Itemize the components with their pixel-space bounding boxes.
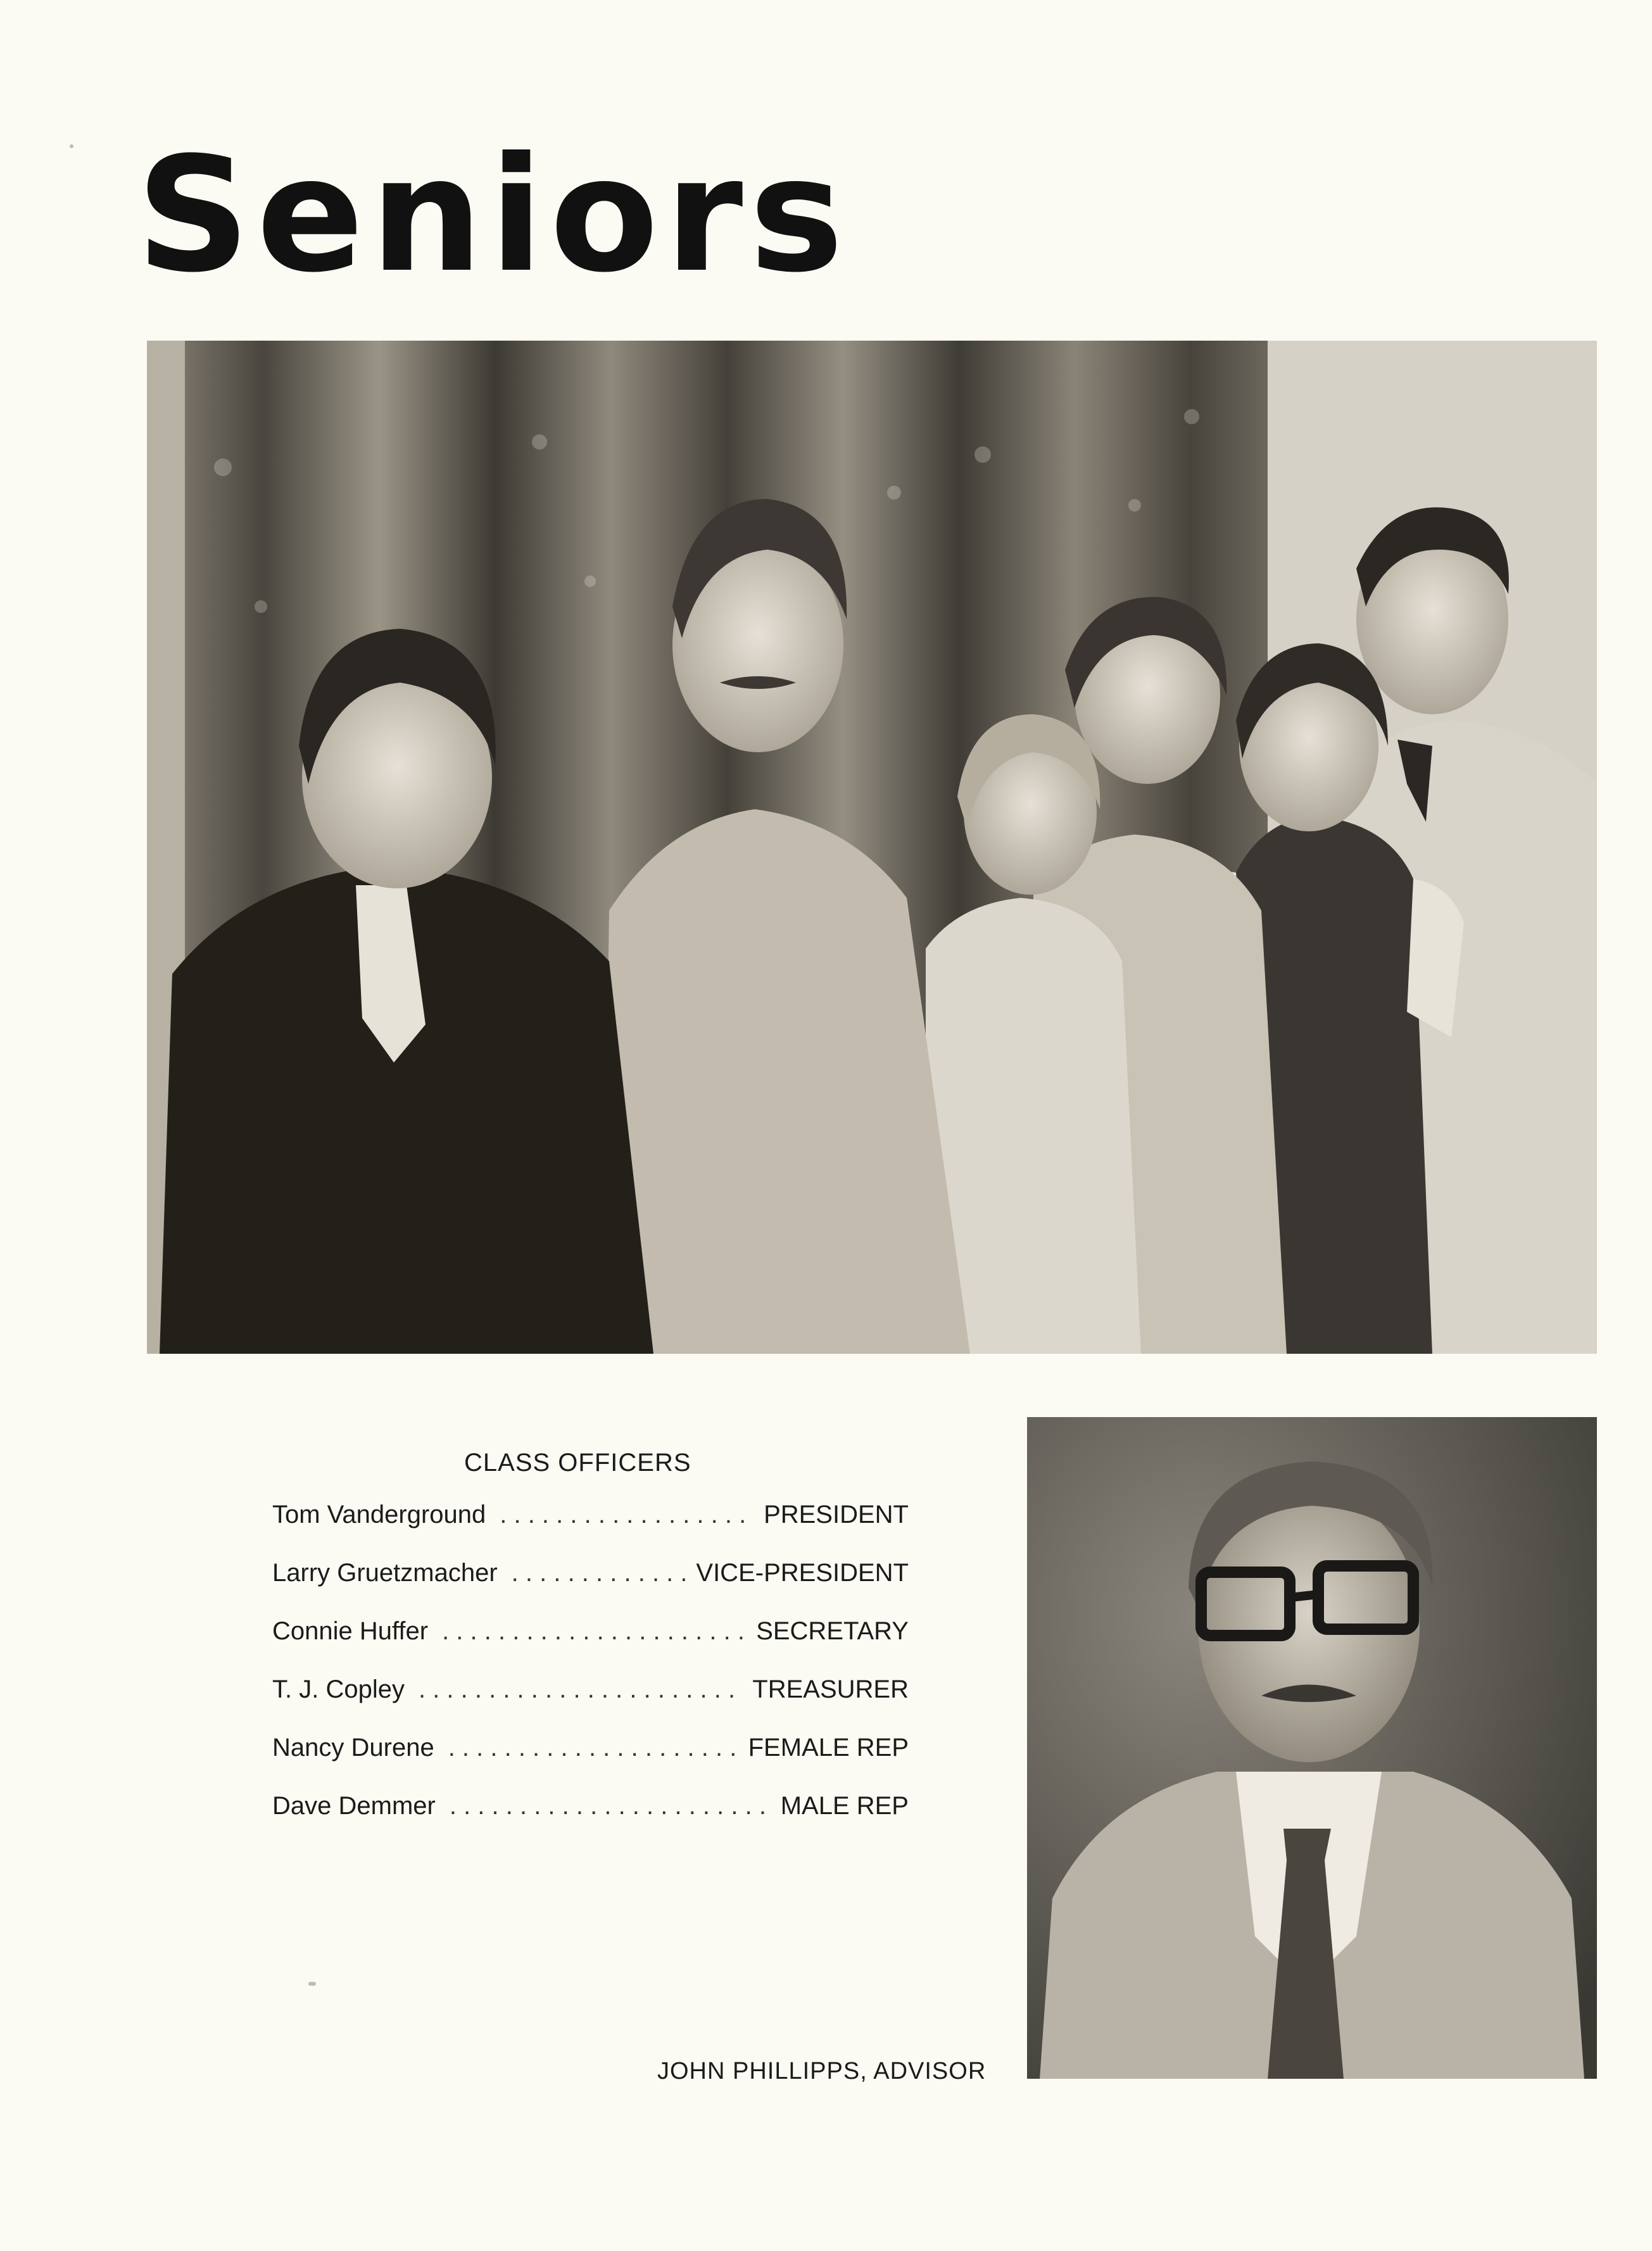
dot-leader	[448, 1734, 740, 1762]
officer-office: TREASURER	[752, 1675, 909, 1703]
page-title: Seniors	[136, 123, 850, 307]
officer-name: T. J. Copley	[272, 1675, 405, 1703]
dot-leader	[450, 1792, 772, 1820]
dot-leader	[512, 1559, 688, 1587]
officer-name: Tom Vanderground	[272, 1501, 486, 1529]
advisor-portrait-photo	[1027, 1417, 1597, 2079]
advisor-portrait-image	[1027, 1417, 1597, 2079]
dot-leader	[442, 1617, 747, 1646]
dot-leader	[419, 1675, 743, 1704]
officer-row	[272, 1792, 909, 1850]
officer-office: PRESIDENT	[764, 1501, 909, 1529]
officer-row	[272, 1734, 909, 1792]
print-speck	[308, 1982, 316, 1986]
officer-office: FEMALE REP	[748, 1734, 909, 1762]
advisor-caption: JOHN PHILLIPPS, ADVISOR	[657, 2058, 987, 2084]
officer-office: SECRETARY	[756, 1617, 909, 1645]
class-officers-heading: CLASS OFFICERS	[464, 1449, 691, 1477]
officer-row	[272, 1559, 909, 1617]
officer-row	[272, 1617, 909, 1675]
officer-name: Larry Gruetzmacher	[272, 1559, 498, 1587]
officer-name: Dave Demmer	[272, 1792, 436, 1820]
officer-name: Nancy Durene	[272, 1734, 434, 1762]
print-speck	[70, 144, 73, 148]
class-officers-group-photo	[147, 341, 1597, 1354]
officers-list	[272, 1501, 909, 1850]
officer-office: MALE REP	[780, 1792, 909, 1820]
group-photo-image	[147, 341, 1597, 1354]
officer-row	[272, 1675, 909, 1734]
officer-name: Connie Huffer	[272, 1617, 429, 1645]
officer-row	[272, 1501, 909, 1559]
officer-office: VICE-PRESIDENT	[696, 1559, 909, 1587]
dot-leader	[500, 1501, 755, 1529]
